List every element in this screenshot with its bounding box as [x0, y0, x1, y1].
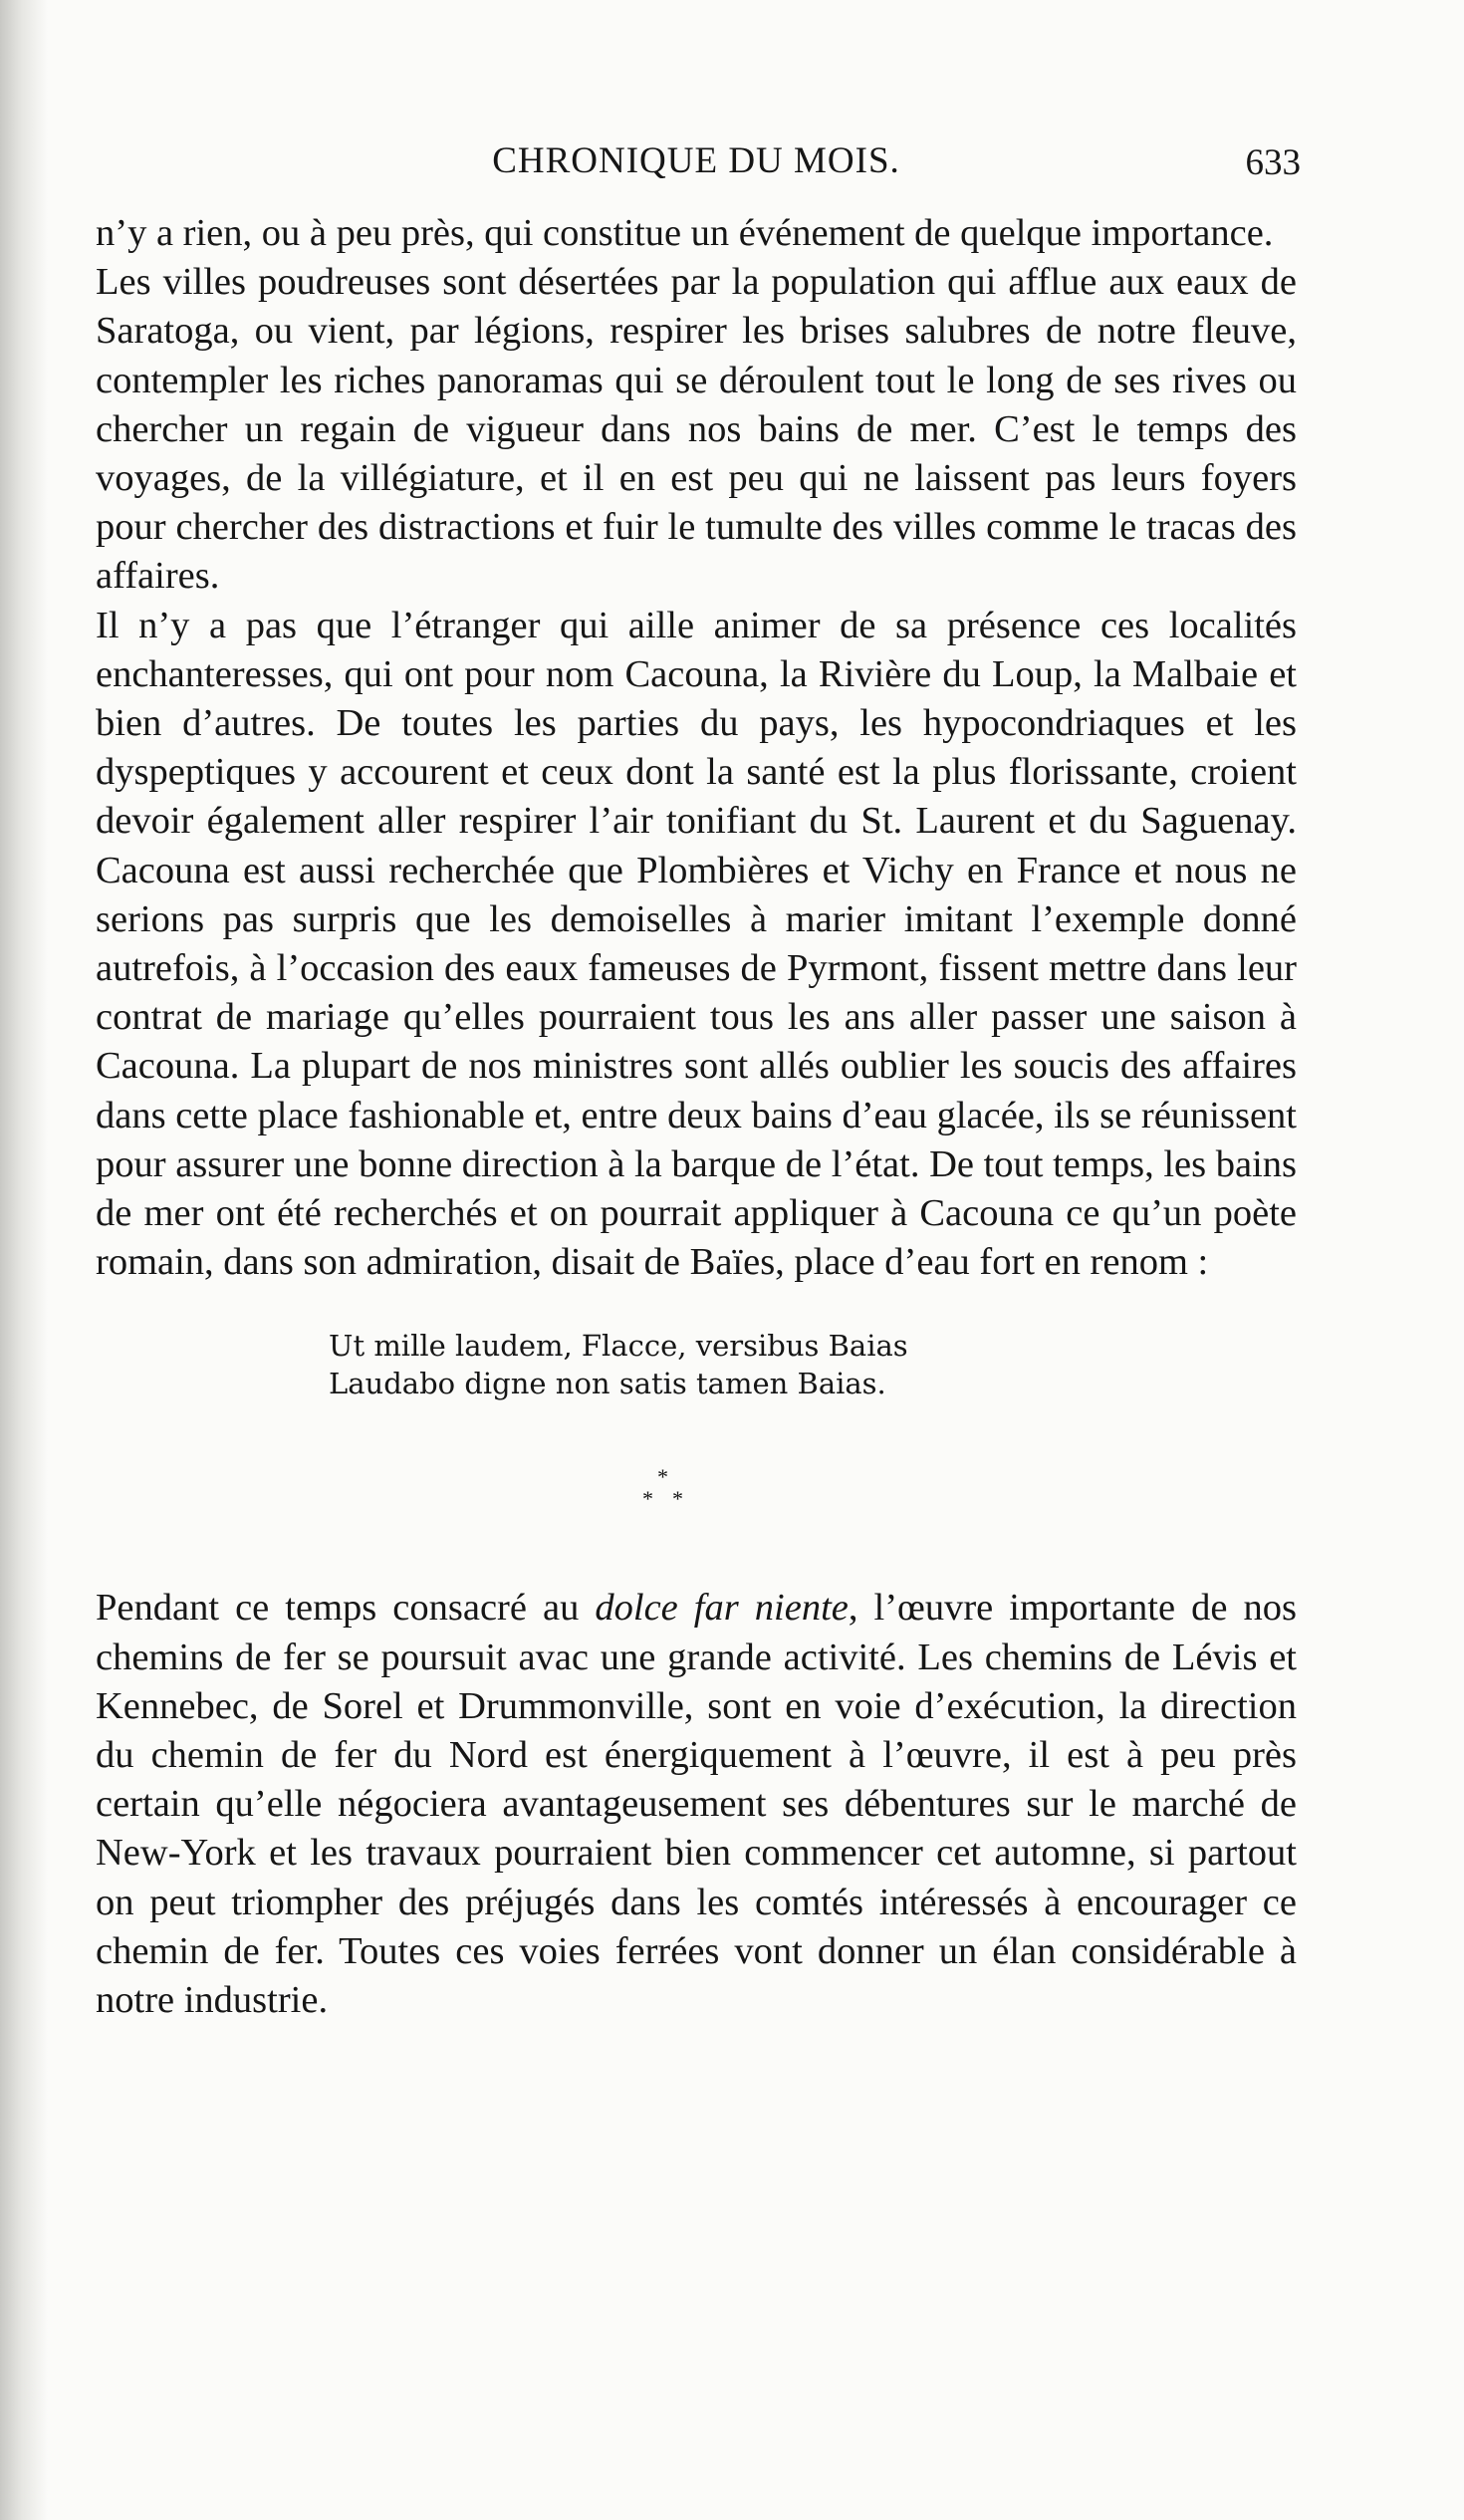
asterism-separator	[96, 1464, 1297, 1584]
book-page	[96, 139, 1301, 2025]
paragraph-1: n’y a rien, ou à peu près, qui constitue un événement de quelque importance.	[96, 212, 1274, 254]
paragraph-2: Les villes poudreuses sont désertées par la population qui afflue aux eaux de Saratoga, ou vient, par légions, respirer les brises salubres de notre fleuve, contempler les riches panoramas qui se déroulent tout le long de ses rives ou chercher un regain de vigueur dans nos bains de mer. C’est le temps des voyages, de la villégiature, et il en est peu qui ne laissent pas leurs foyers pour chercher des distractions et fuir le tumulte des villes comme le tracas des affaires.	[96, 261, 1297, 598]
quote-line-2: Laudabo digne non satis tamen Baias.	[329, 1367, 886, 1401]
asterism-star-top: *	[657, 1464, 668, 1490]
running-title: CHRONIQUE DU MOIS.	[492, 140, 900, 181]
page-number: 633	[1245, 142, 1301, 183]
paragraph-4-rest: , l’œuvre importante de nos chemins de fer se poursuit avac une grande activité. Les chemins de Lévis et Kennebec, de Sorel et Drummonville, sont en voie d’exécution, la direction du chemin de fer du Nord est énergiquement à l’œuvre, il est à peu près certain qu’elle négociera avantageusement ses débentures sur le marché de New-York et les travaux pourraient bien commencer cet automne, si partout on peut triompher des préjugés dans les comtés intéressés à encourager ce chemin de fer. Toutes ces voies ferrées vont donner un élan considérable à notre industrie.	[96, 1587, 1297, 2022]
quote-line-1: Ut mille laudem, Flacce, versibus Baias	[329, 1329, 908, 1364]
paragraph-3: Il n’y a pas que l’étranger qui aille animer de sa présence ces localités enchanteresses, qui ont pour nom Cacouna, la Rivière du Loup, la Malbaie et bien d’autres. De toutes les parties du pays, les hypocondriaques et les dyspeptiques y accourent et ceux dont la santé est la plus florissante, croient devoir également aller respirer l’air tonifiant du St. Laurent et du Saguenay. Cacouna est aussi recherchée que Plombières et Vichy en France et nous ne serions pas surpris que les demoiselles à marier imitant l’exemple donné autrefois, à l’occasion des eaux fameuses de Pyrmont, fissent mettre dans leur contrat de mariage qu’elles pourraient tous les ans aller passer une saison à Cacouna. La plupart de nos ministres sont allés oublier les soucis des affaires dans cette place fashionable et, entre deux bains d’eau glacée, ils se réunissent pour assurer une bonne direction à la barque de l’état. De tout temps, les bains de mer ont été recherchés et on pourrait appliquer à Cacouna ce qu’un poète romain, dans son admiration, disait de Baïes, place d’eau fort en renom :	[96, 604, 1297, 1284]
italic-phrase: dolce far niente	[595, 1587, 849, 1630]
main-text-continued	[96, 1584, 1297, 2025]
paragraph-4	[96, 1584, 1297, 2025]
page-header	[96, 139, 1301, 209]
page-edge-shadow	[0, 0, 48, 2520]
paragraph-4-start: Pendant ce temps consacré au	[96, 1587, 596, 1630]
asterism-star-right: *	[672, 1486, 683, 1512]
main-text	[96, 209, 1297, 1287]
latin-quotation	[329, 1327, 1297, 1402]
asterism-star-left: *	[642, 1486, 653, 1512]
